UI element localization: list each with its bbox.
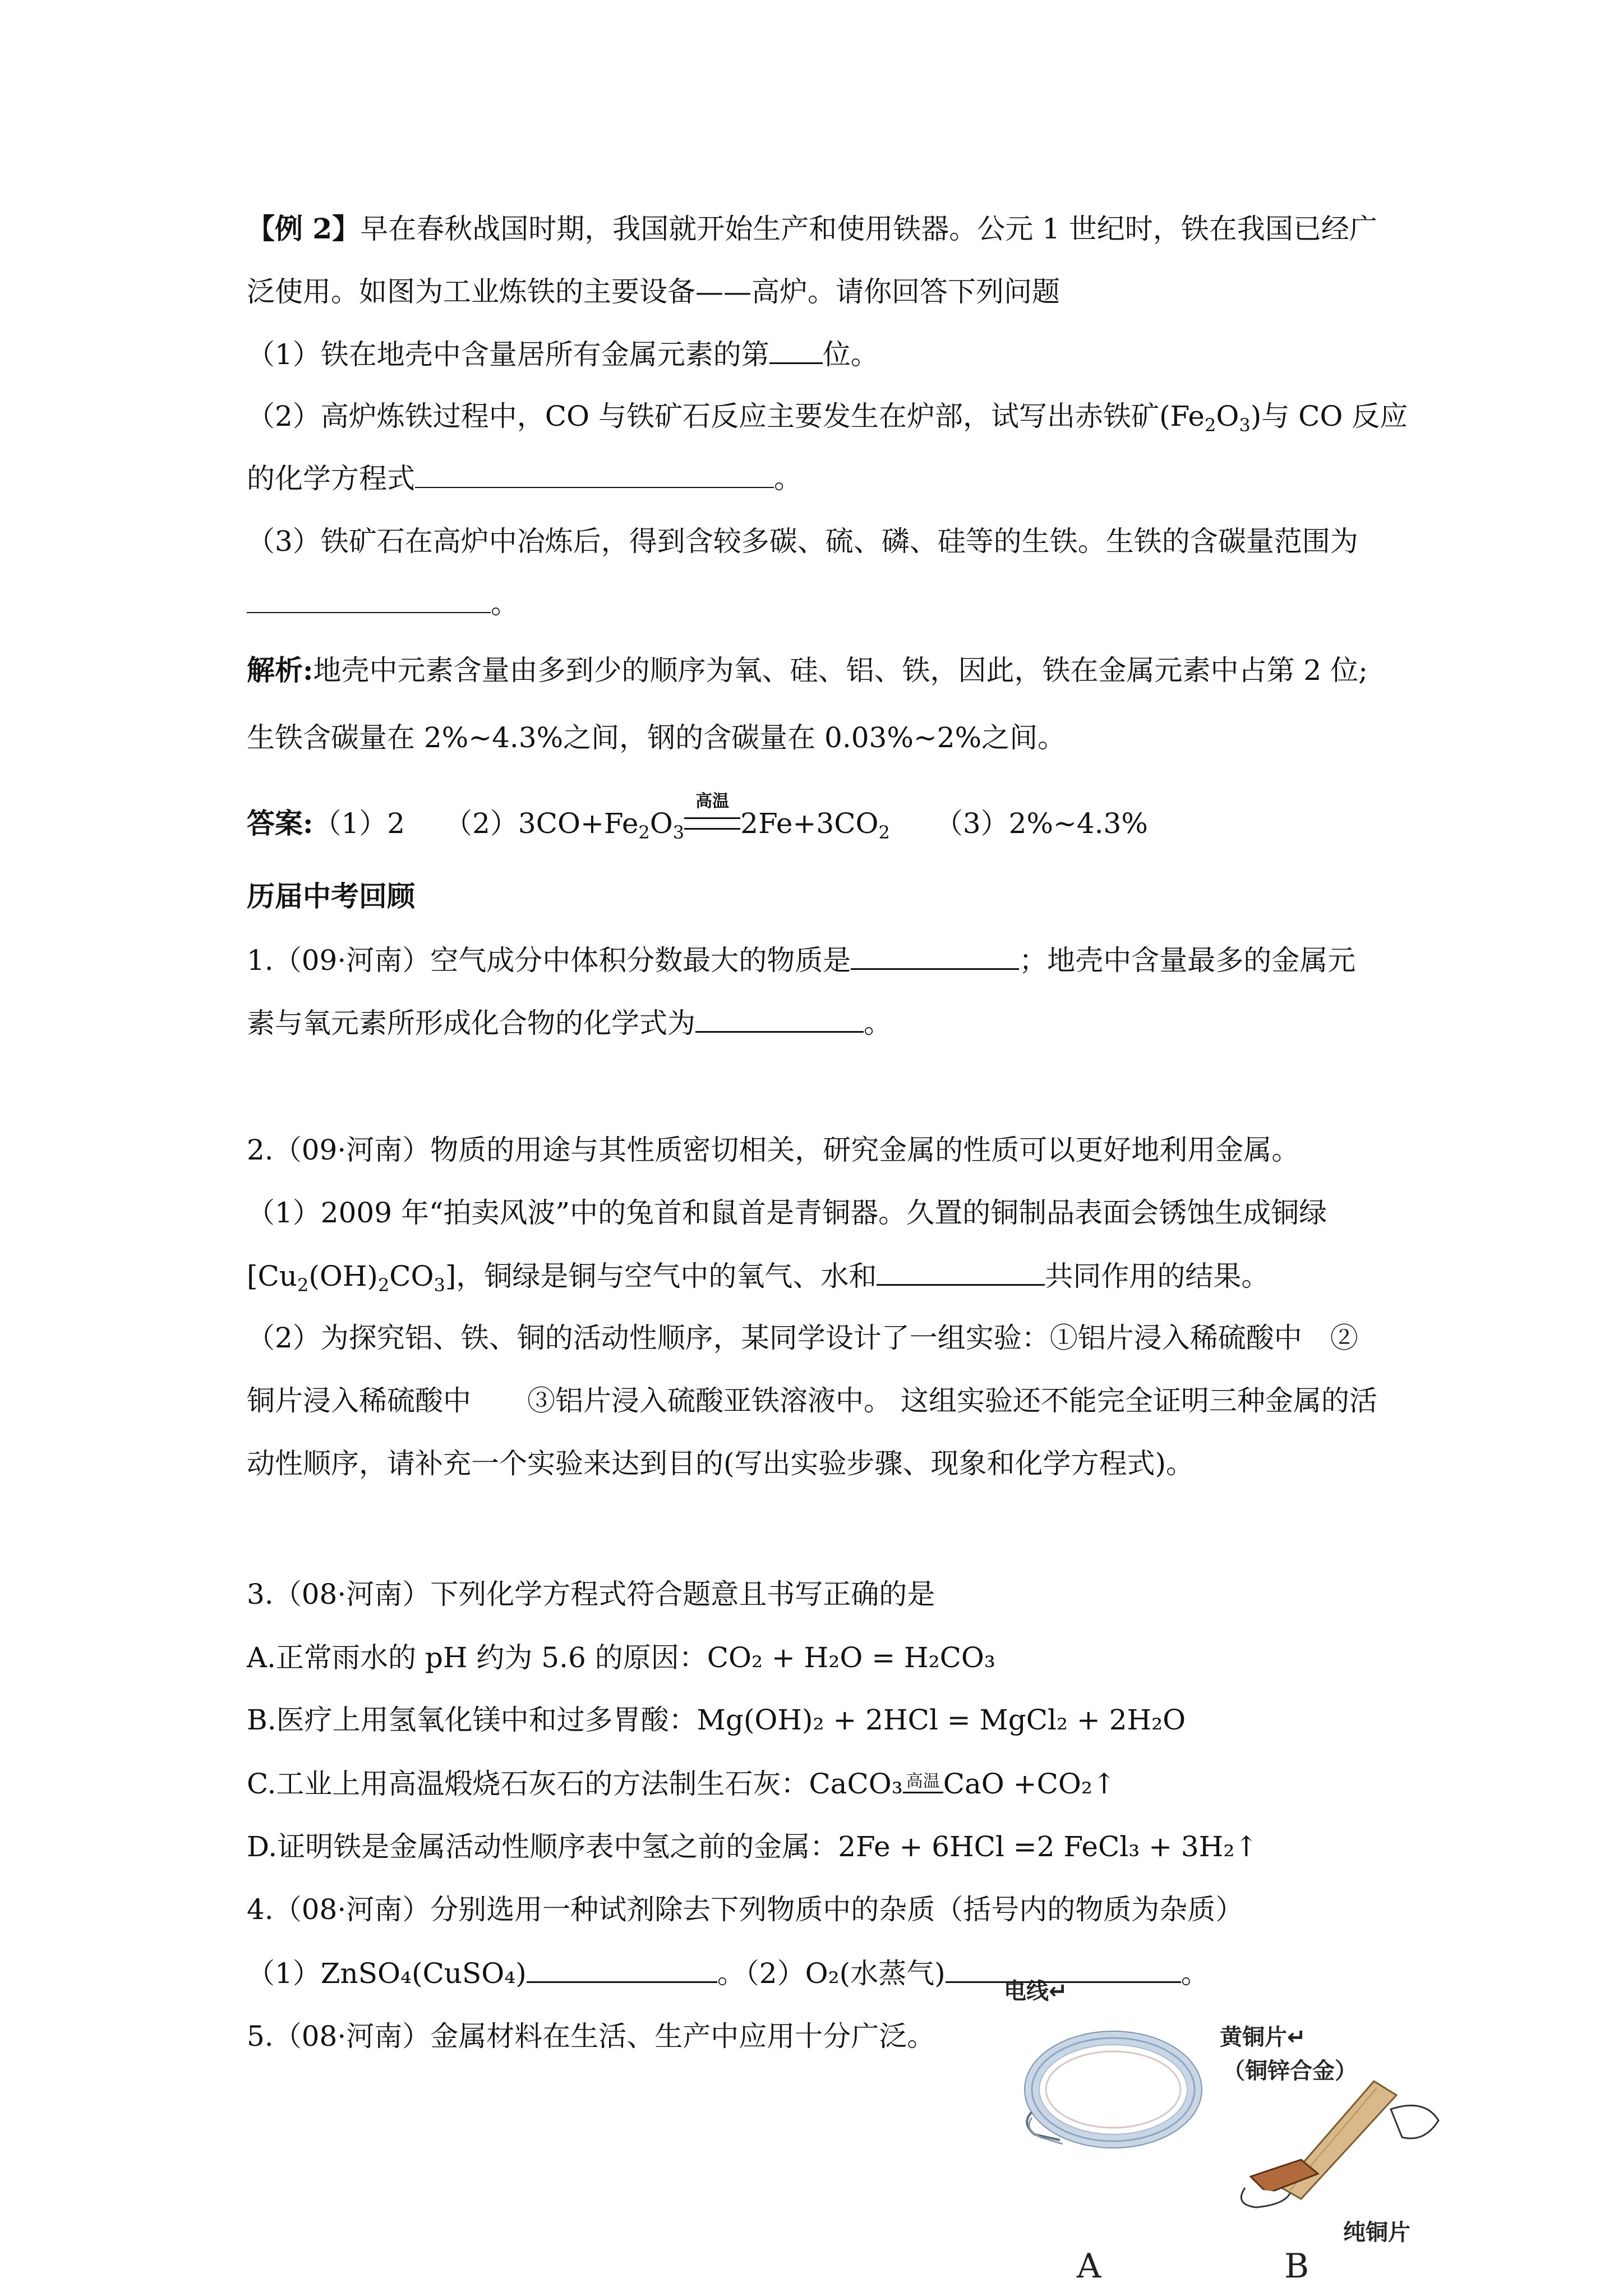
q3-option-c: C.工业上用高温煅烧石灰石的方法制生石灰：CaCO₃ 高温 CaO +CO₂↑ <box>247 1768 1116 1800</box>
reaction-condition-sign: 高温 <box>684 817 740 833</box>
answer-blank <box>877 1258 1045 1286</box>
answer-blank <box>415 461 774 488</box>
q1-line1: 1.（09·河南）空气成分中体积分数最大的物质是 ；地壳中含量最多的金属元 <box>247 942 1355 977</box>
answer-blank <box>851 942 1019 970</box>
q1-line2: 素与氧元素所形成化合物的化学式为 。 <box>247 1005 892 1040</box>
analysis-label: 解析: <box>247 654 313 687</box>
label-wire: 电线↵ <box>1004 1978 1068 2004</box>
section-title: 历届中考回顾 <box>247 880 415 913</box>
label-copper: 纯铜片 <box>1343 2220 1410 2246</box>
brass-copper-image <box>1234 2076 1447 2210</box>
q3-option-b: B.医疗上用氢氧化镁中和过多胃酸：Mg(OH)₂ + 2HCl = MgCl₂ + 2H₂O <box>247 1704 1186 1736</box>
reaction-condition-sign: 高温 <box>903 1775 943 1793</box>
q4-parts: （1）ZnSO₄(CuSO₄) 。（2）O₂(水蒸气) 。 <box>247 1955 1209 1990</box>
q3-option-d: D.证明铁是金属活动性顺序表中氢之前的金属：2Fe + 6HCl =2 FeCl₃ + 3H₂↑ <box>247 1830 1258 1863</box>
example2-q2-line2: 的化学方程式 。 <box>247 462 802 495</box>
example2-q3-line2: 。 <box>247 586 519 620</box>
q4-stem: 4.（08·河南）分别选用一种试剂除去下列物质中的杂质（括号内的物质为杂质） <box>247 1893 1244 1926</box>
example-tag: 【例 2】 <box>247 212 361 245</box>
figure-letter-a: A <box>1077 2247 1101 2286</box>
answer-blank <box>527 1955 717 1983</box>
q3-option-a: A.正常雨水的 pH 约为 5.6 的原因：CO₂ + H₂O = H₂CO₃ <box>247 1641 995 1674</box>
analysis-line2: 生铁含碳量在 2%~4.3%之间，钢的含碳量在 0.03%~2%之间。 <box>247 721 1066 754</box>
label-alloy: （铜锌合金） <box>1223 2058 1357 2084</box>
analysis-line1: 解析:地壳中元素含量由多到少的顺序为氧、硅、铝、铁，因此，铁在金属元素中占第 2 位; <box>247 654 1368 687</box>
answer-line: 答案:（1）2 $(2)3CO+Fe_2O_3$ 高温 $2Fe+3CO_2$ （3）2%~4.3% <box>247 792 1148 843</box>
q2-line6: 动性顺序，请补充一个实验来达到目的(写出实验步骤、现象和化学方程式)。 <box>247 1447 1195 1480</box>
wire-coil-image <box>1009 2019 1211 2160</box>
answer-label: 答案: <box>247 807 313 840</box>
example2-q3: （3）铁矿石在高炉中冶炼后，得到含较多碳、硫、磷、硅等的生铁。生铁的含碳量范围为 <box>247 525 1358 558</box>
answer-blank <box>695 1005 864 1033</box>
q3-stem: 3.（08·河南）下列化学方程式符合题意且书写正确的是 <box>247 1578 935 1611</box>
label-brass: 黄铜片↵ <box>1220 2024 1306 2050</box>
q2-line2: （1）2009 年“拍卖风波”中的兔首和鼠首是青铜器。久置的铜制品表面会锈蚀生成铜绿 <box>247 1197 1327 1229</box>
figure-letter-b: B <box>1284 2247 1310 2286</box>
q2-line4: （2）为探究铝、铁、铜的活动性顺序，某同学设计了一组实验：①铝片浸入稀硫酸中 ② <box>247 1322 1358 1354</box>
answer-blank <box>247 586 491 613</box>
q2-line3: $[Cu_2(OH)_2CO_3]$，铜绿是铜与空气中的氧气、水和 共同作用的结果。 <box>247 1258 1269 1293</box>
q5-stem: 5.（08·河南）金属材料在生活、生产中应用十分广泛。 <box>247 2020 935 2053</box>
example2-line2: 泛使用。如图为工业炼铁的主要设备——高炉。请你回答下列问题 <box>247 275 1060 308</box>
q2-line5: 铜片浸入稀硫酸中 ③铝片浸入硫酸亚铁溶液中。 这组实验还不能完全证明三种金属的活 <box>247 1384 1377 1417</box>
example2-q1: （1）铁在地壳中含量居所有金属元素的第 位。 <box>247 337 879 371</box>
q2-line1: 2.（09·河南）物质的用途与其性质密切相关，研究金属的性质可以更好地利用金属。 <box>247 1134 1300 1166</box>
example2-line1: 【例 2】早在春秋战国时期，我国就开始生产和使用铁器。公元 1 世纪时，铁在我国已经广 <box>247 212 1377 245</box>
example2-q2: （2）高炉炼铁过程中，CO 与铁矿石反应主要发生在炉部，试写出赤铁矿$(Fe_2O_3)$与 CO 反应 <box>247 400 1408 436</box>
answer-blank <box>769 337 823 364</box>
